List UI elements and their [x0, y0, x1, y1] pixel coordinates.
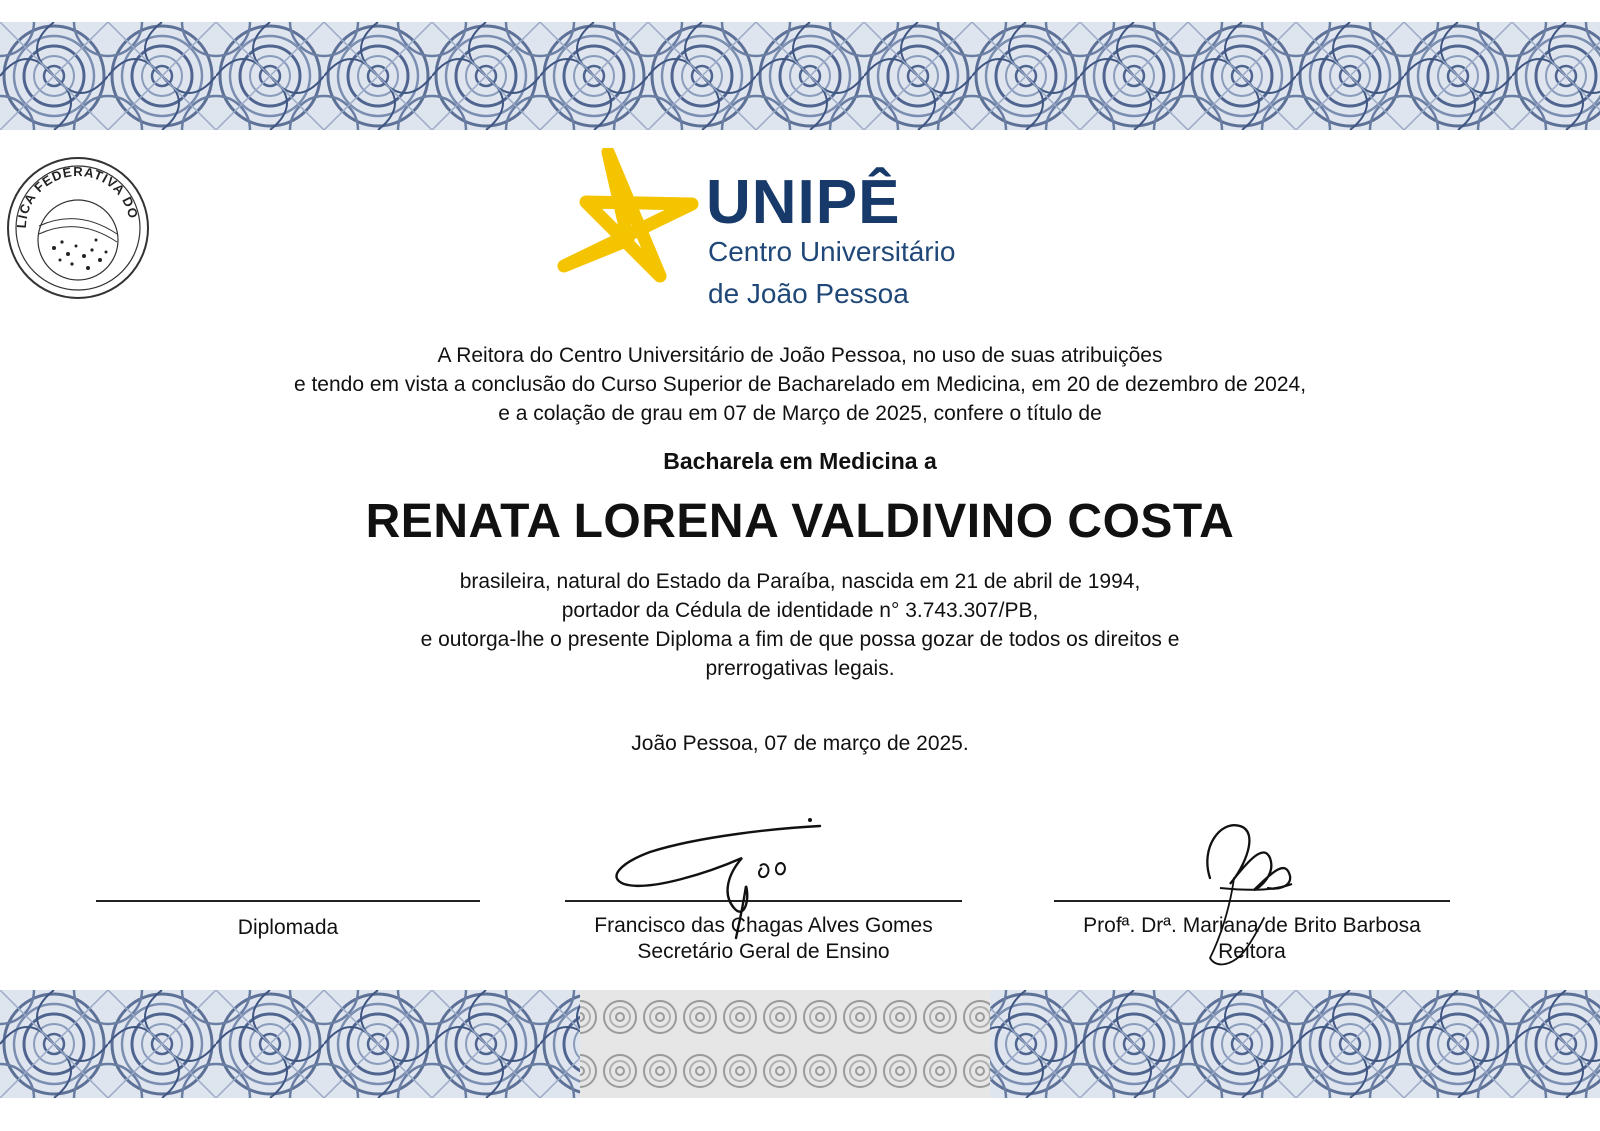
body-line: portador da Cédula de identidade n° 3.743.307/PB,: [561, 599, 1039, 622]
intro-line: e a colação de grau em 07 de Março de 2025, confere o título de: [498, 402, 1102, 425]
degree-title: Bacharela em Medicina a: [663, 448, 937, 474]
unipe-star-logo-icon: [556, 148, 704, 288]
intro-line: A Reitora do Centro Universitário de João Pessoa, no uso de suas atribuições: [437, 344, 1163, 367]
secretary-name: Francisco das Chagas Alves Gomes: [594, 914, 933, 937]
logo-name: UNIPÊ: [706, 168, 901, 237]
top-guilloche-border: [0, 22, 1600, 130]
rector-title: Reitora: [1218, 940, 1286, 963]
body-line: brasileira, natural do Estado da Paraíba, nascida em 21 de abril de 1994,: [459, 570, 1141, 593]
bottom-guilloche-border: [0, 990, 1600, 1098]
place-date: João Pessoa, 07 de março de 2025.: [631, 732, 969, 755]
body-line: prerrogativas legais.: [705, 657, 895, 680]
graduate-name: RENATA LORENA VALDIVINO COSTA: [365, 495, 1235, 548]
logo-subtitle-line1: Centro Universitário: [708, 236, 956, 267]
graduate-signature-label: Diplomada: [237, 916, 339, 939]
republic-seal-icon: [6, 156, 151, 301]
logo-subtitle-line2: de João Pessoa: [708, 278, 909, 309]
seal-text: LICA FEDERATIVA DO: [13, 163, 142, 229]
intro-line: e tendo em vista a conclusão do Curso Superior de Bacharelado em Medicina, em 20 de dezembro de 2024,: [293, 373, 1307, 396]
rector-name: Profª. Drª. Mariana de Brito Barbosa: [1083, 914, 1421, 937]
secretary-title: Secretário Geral de Ensino: [637, 940, 890, 963]
body-line: e outorga-lhe o presente Diploma a fim de que possa gozar de todos os direitos e: [420, 628, 1180, 651]
graduate-signature-line: [96, 900, 480, 902]
